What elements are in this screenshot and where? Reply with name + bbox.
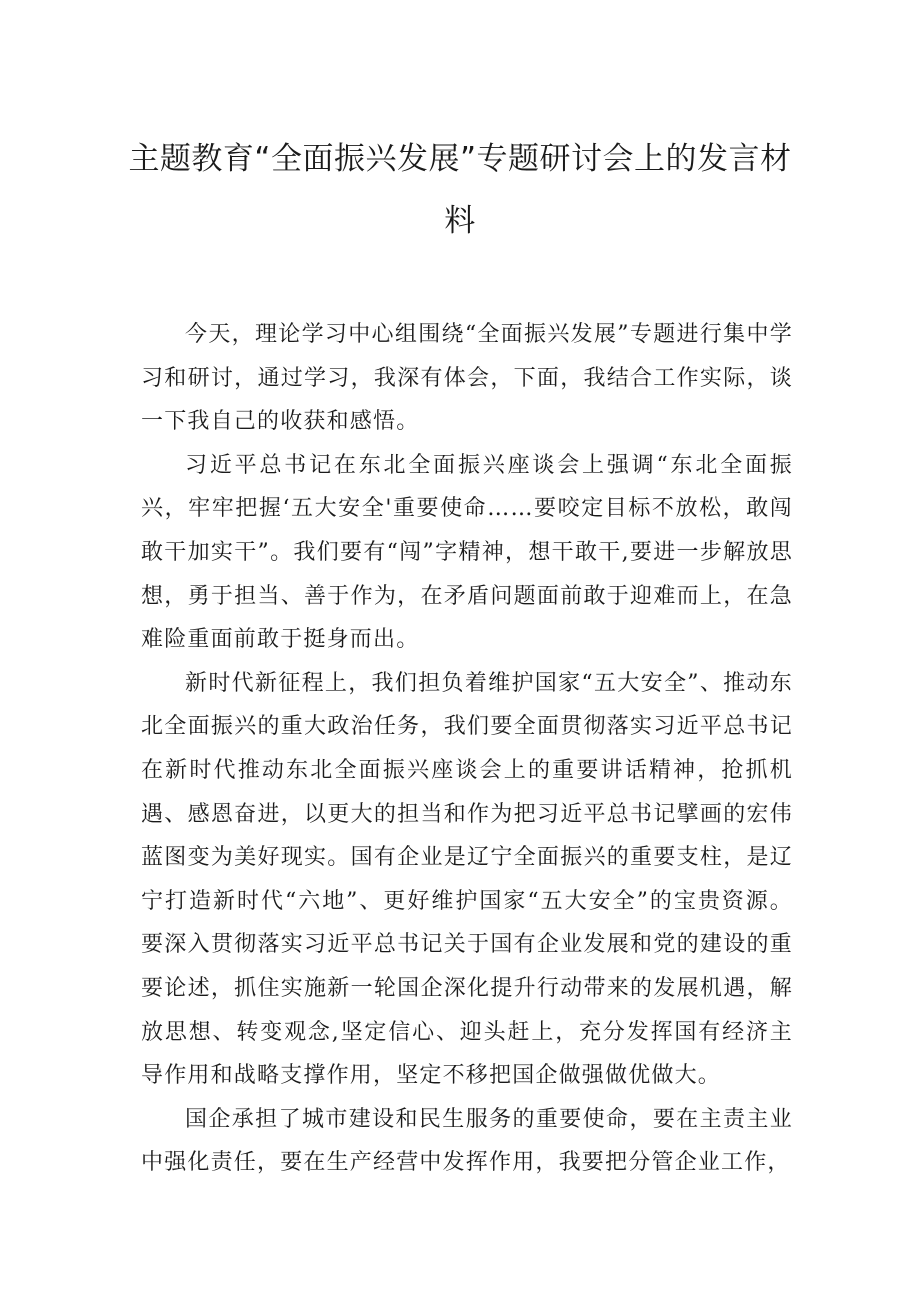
document-body [141, 313, 793, 1185]
paragraph: 国企承担了城市建设和民生服务的重要使命，要在主责主业中强化责任，要在生产经营中发挥作用，我要把分管企业工作， [141, 1106, 793, 1176]
paragraph: 今天，理论学习中心组围绕“全面振兴发展”专题进行集中学习和研讨，通过学习，我深有体会，下面，我结合工作实际，谈一下我自己的收获和感悟。 [141, 322, 793, 435]
paragraph: 习近平总书记在东北全面振兴座谈会上强调“东北全面振兴，牢牢把握‘五大安全'重要使命……要咬定目标不放松，敢闯敢干加实干”。我们要有“闯”字精神，想干敢干,要进一步解放思想，勇于担当、善于作为，在矛盾问题面前敢于迎难而上，在急难险重面前敢于挺身而出。 [141, 452, 793, 653]
document-title: 主题教育“全面振兴发展”专题研讨会上的发言材料 [128, 141, 792, 239]
paragraph: 新时代新征程上，我们担负着维护国家“五大安全”、推动东北全面振兴的重大政治任务，我们要全面贯彻落实习近平总书记在新时代推动东北全面振兴座谈会上的重要讲话精神，抢抓机遇、感恩奋进，以更大的担当和作为把习近平总书记擘画的宏伟蓝图变为美好现实。国有企业是辽宁全面振兴的重要支柱，是辽宁打造新时代“六地”、更好维护国家“五大安全”的宝贵资源。要深入贯彻落实习近平总书记关于国有企业发展和党的建设的重要论述，抓住实施新一轮国企深化提升行动带来的发展机遇，解放思想、转变观念,坚定信心、迎头赶上，充分发挥国有经济主导作用和战略支撑作用，坚定不移把国企做强做优做大。 [141, 670, 793, 1089]
